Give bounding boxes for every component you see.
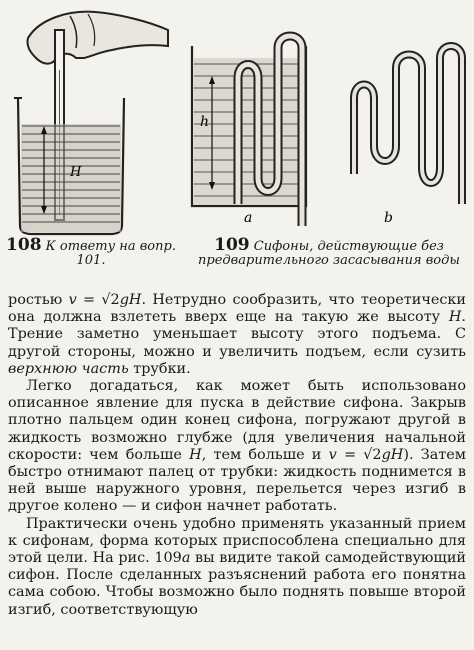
figure-108-caption-block	[6, 235, 176, 268]
text-segment: = √2	[336, 446, 382, 463]
text-segment: трубки.	[128, 360, 191, 377]
figure-108-illustration	[0, 0, 170, 240]
figure-109-caption-block	[188, 235, 470, 268]
text-segment: ростью	[8, 292, 69, 308]
text-segment: , тем больше и	[201, 446, 329, 463]
text-segment: верхнюю часть	[8, 360, 129, 377]
text-segment: H	[448, 309, 462, 326]
text-segment: a	[181, 550, 191, 567]
text-segment: вы видите такой самодействующий сифон. После сделанных разъяснений работа его понятна сама собою. Чтобы возможно было поднять повыше второй изгиб, соответствующую	[8, 550, 466, 618]
figure-108-number: 108	[6, 235, 42, 255]
text-segment: Легко догадаться, как может быть использовано описанное явление для пуска в действие сифона. Закрыв плотно пальцем один конец сифона, погружают другой в жидкость возможно глубже (для увеличения начальной скорости: чем больше	[8, 378, 466, 463]
text-segment: H	[189, 446, 202, 463]
label-h: h	[200, 114, 210, 130]
figure-108-caption: К ответу на вопр. 101.	[45, 239, 176, 268]
text-segment: Практически очень удобно применять указанный прием к сифонам, форма которых приспособлена специально для этой цели. На рис. 109	[8, 515, 466, 567]
text-segment: gH	[381, 446, 404, 463]
text-segment: ). Затем быстро отнимают палец от трубки: жидкость поднимется в ней выше наружного уровня, перельется через изгиб в другое колено — и сифон начнет работать.	[8, 446, 466, 515]
paragraph-2	[8, 378, 466, 516]
figure-109-number: 109	[214, 235, 250, 255]
label-H: H	[70, 165, 82, 180]
text-segment: v	[328, 446, 337, 463]
paragraph-1	[8, 292, 466, 378]
figure-109-caption: Сифоны, действующие без предварительного засасывания воды	[198, 239, 460, 268]
text-segment: . Нетрудно сообразить, что теоретически она должна взлететь вверх еще на такую же высоту	[8, 292, 466, 326]
body-text	[8, 292, 466, 619]
text-segment: gH	[119, 292, 142, 308]
text-segment: v	[68, 292, 77, 308]
label-a: a	[244, 210, 253, 226]
label-b: b	[384, 210, 393, 226]
text-segment: . Трение заметно уменьшает высоту этого подъема. С другой стороны, можно и увеличить подъем, если сузить	[8, 309, 466, 360]
figure-109-illustration	[178, 28, 470, 228]
text-segment: = √2	[76, 292, 120, 308]
paragraph-3	[8, 516, 466, 619]
